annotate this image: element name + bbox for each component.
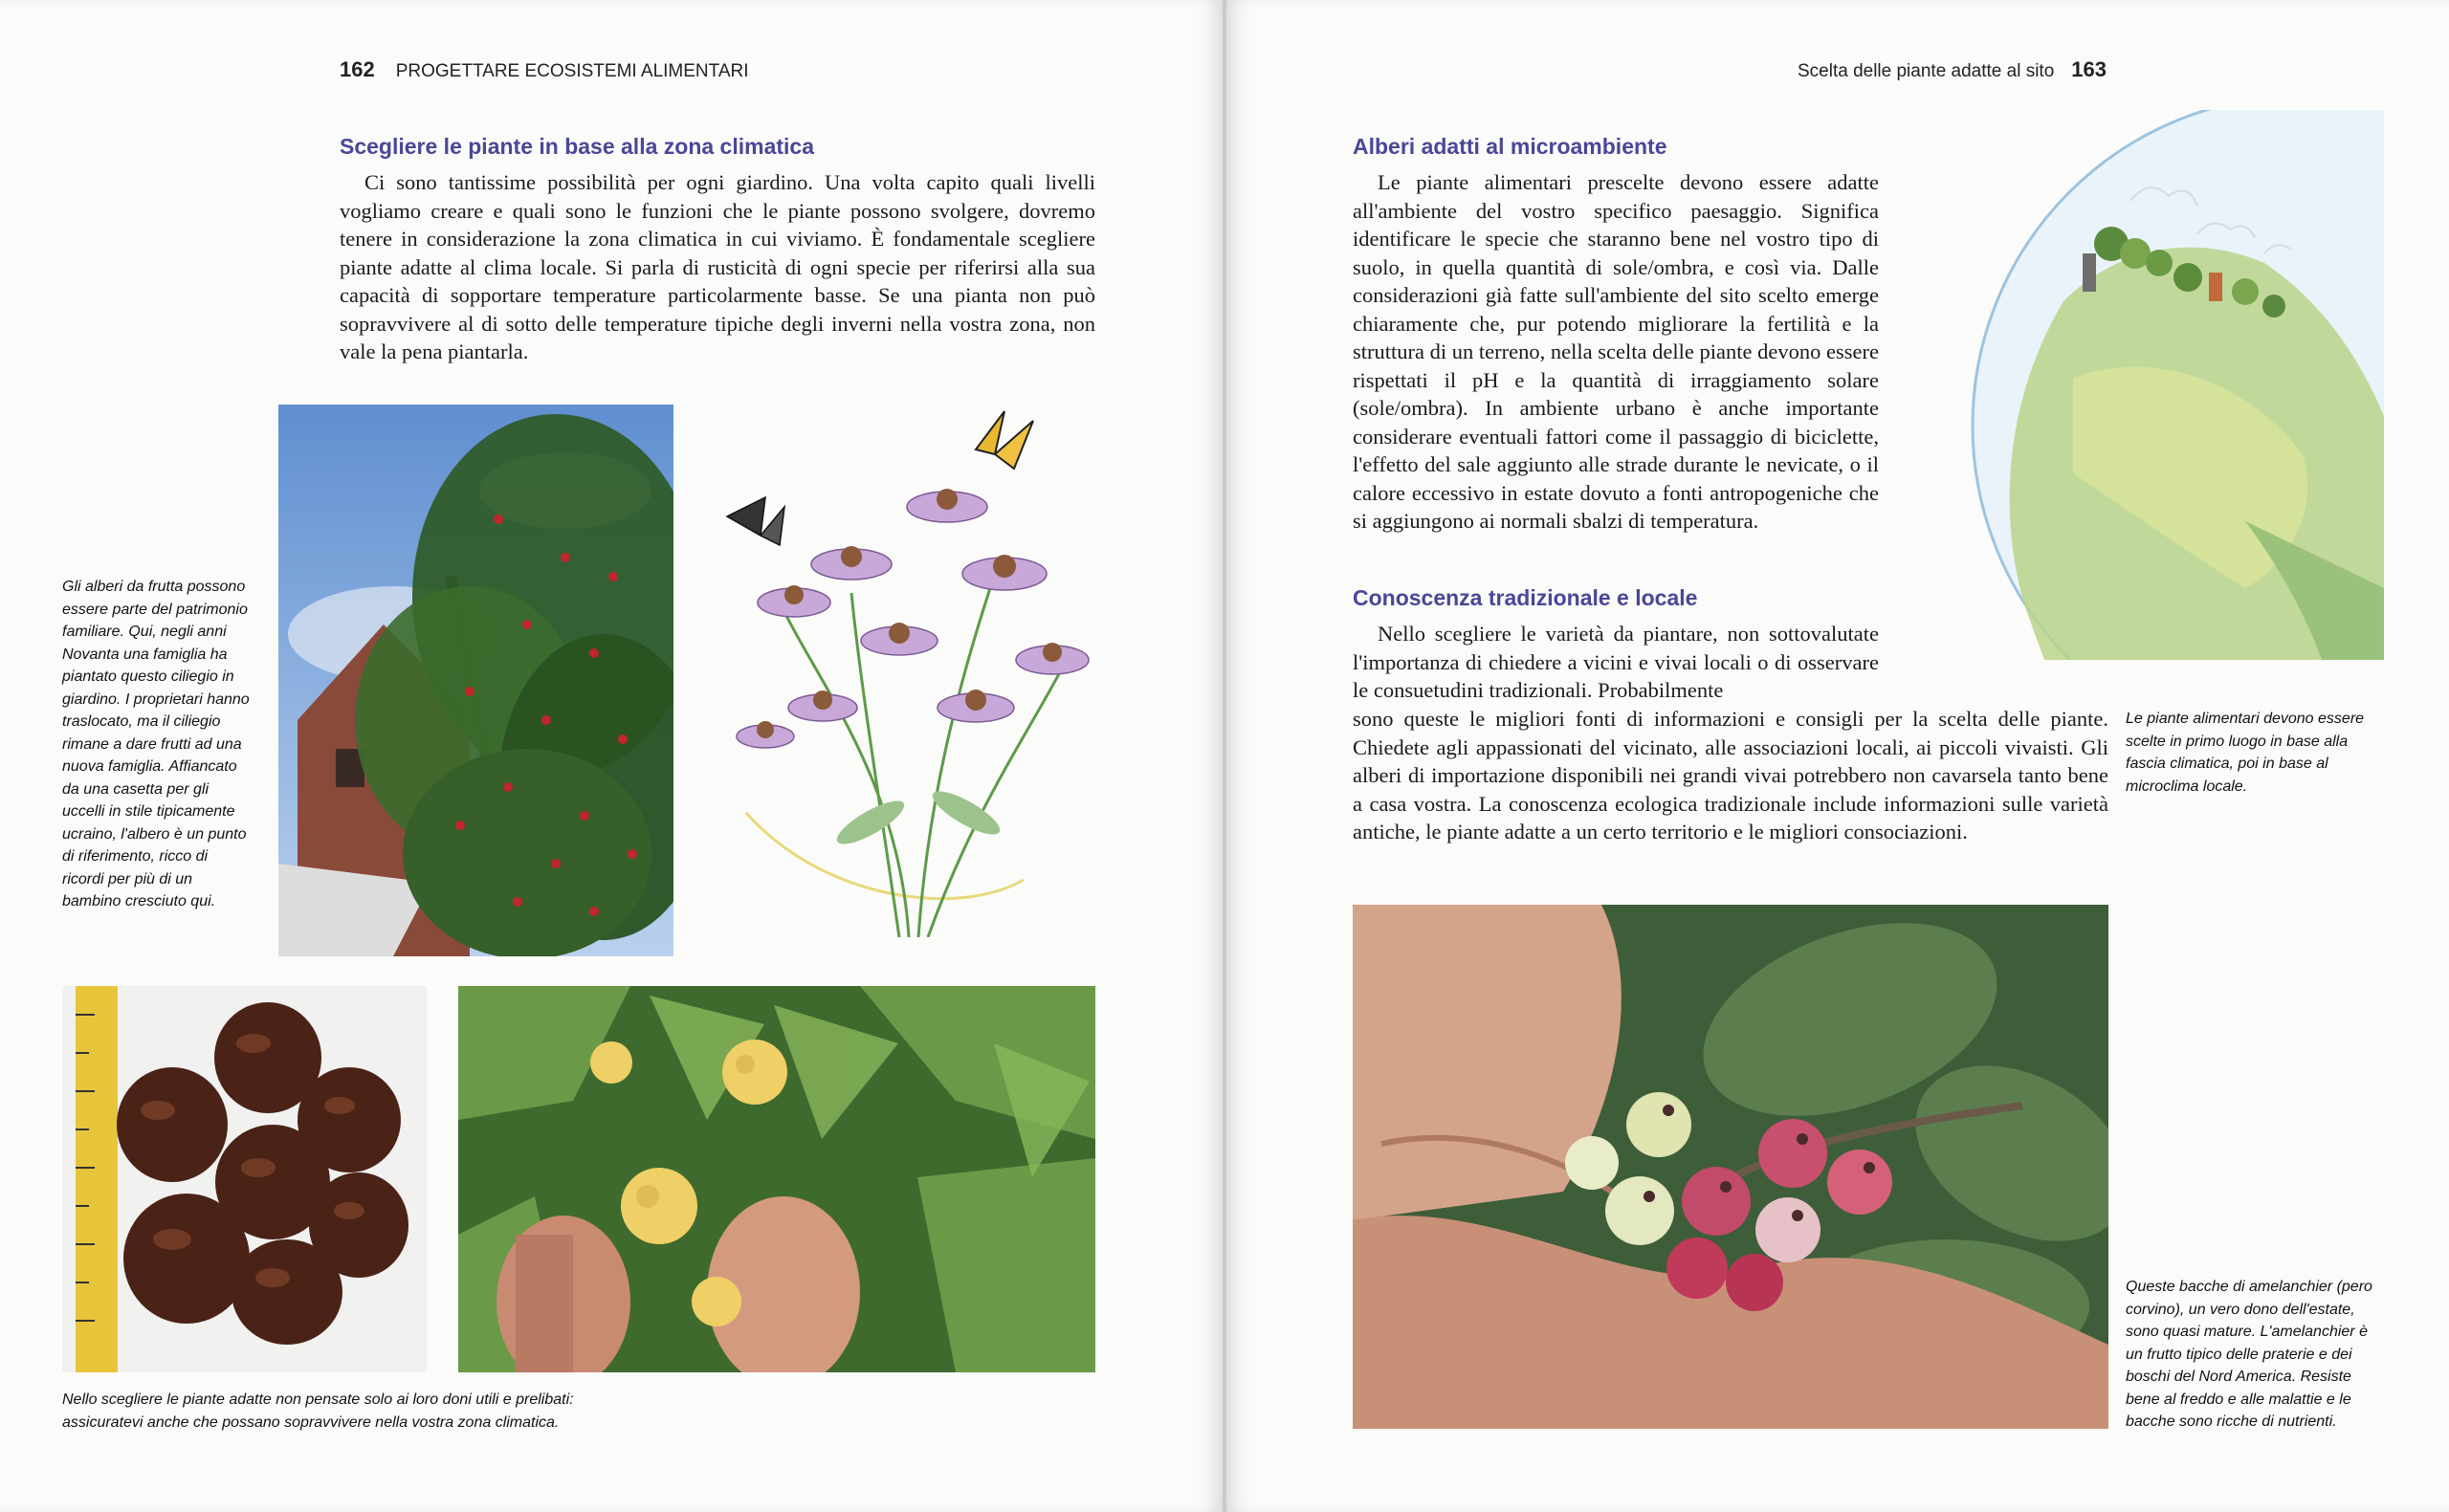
climate-paragraph: Ci sono tantissime possibilità per ogni giardino. Una volta capito quali livelli vogliamo creare e quali sono le funzioni che le piante possono svolgere, dovremo tenere in considerazione la zona climatica in cui viviamo. È fondamentale scegliere piante adatte al clima locale. Si parla di rusticità di ogni specie per riferirsi alla sua capacità di sopportare temperature particolarmente basse. Se una pianta non può sopravvivere al di sotto delle temperature tipiche degli inverni nella vostra zona, non vale la pena piantarla. [340,170,1095,363]
echinacea-illustration [708,402,1129,937]
serviceberries-image [1353,905,2108,1429]
raspberries-image [458,986,1095,1372]
flower-drawing [708,402,1129,937]
ruler-icon [76,986,118,1372]
cherry-tree-photo [278,405,673,956]
microenvironment-paragraph: Le piante alimentari prescelte devono essere adatte all'ambiente del vostro specifico paesaggio. Significa identificare le specie che staranno bene nel vostro tipo di suolo, in quella quantità di sole/ombra, e così via. Dalle considerazioni già fatte sull'ambiente del sito scelto emerge chiaramente che, pur potendo migliorare la fertilità e la struttura di un terreno, nella scelta delle piante devono essere rispettati il pH e la quantità di irraggiamento solare (sole/ombra). In ambiente urbano è anche importante considerare eventuali fattori come il passaggio di biciclette, l'effetto del sale aggiunto alle strade durante le nevicate, o il calore eccessivo in estate dovuto a fonti antropogeniche che si aggiungono ai normali sbalzi di temperatura. [1353,170,1879,533]
chestnuts-image [62,986,427,1372]
left-running-title: PROGETTARE ECOSISTEMI ALIMENTARI [395,61,749,81]
right-running-title: Scelta delle piante adatte al sito [1797,61,2055,81]
traditional-paragraph-continued: sono queste le migliori fonti di informazioni e consigli per la scelta delle piante. Chiedete agli appassionati del vicinato, alle associazioni locali, ai piccoli vivaisti. Gli alberi di importazione disponibili nei grandi vivai potrebbero non cavarsela tanto bene a casa vostra. La conoscenza ecologica tradizionale include informazioni sulle varietà antiche, le piante adatte a un certo territorio e le migliori consociazioni. [1353,707,2108,844]
butterfly-icon [976,411,1033,469]
microenvironment-body-text [1353,168,1879,536]
serviceberries-photo [1353,905,2108,1429]
section-heading-climate: Scegliere le piante in base alla zona climatica [340,134,814,159]
globe-drawing [1958,110,2384,660]
bottom-caption: Nello scegliere le piante adatte non pensate solo ai loro doni utili e prelibati: assicuratevi anche che possano sopravvivere nella vostra zona climatica. [62,1391,574,1431]
climate-body-text [340,168,1095,366]
traditional-paragraph-start: Nello scegliere le varietà da piantare, non sottovalutate l'importanza di chiedere a vicini e vivai locali o di osservare le consuetudini tradizionali. Probabilmente [1353,622,1879,702]
moth-icon [727,497,784,545]
raspberries-photo [458,986,1095,1372]
cherry-tree-caption: Gli alberi da frutta possono essere parte del patrimonio familiare. Qui, negli anni Novanta una famiglia ha piantato questo ciliegio in giardino. I proprietari hanno traslocato, ma il ciliegio rimane a dare frutti ad una nuova famiglia. Affiancato da una casetta per gli uccelli in stile tipicamente ucraino, l'albero è un punto di riferimento, ricco di ricordi per più di un bambino cresciuto qui. [62,579,250,909]
chestnuts-photo [62,986,427,1372]
globe-illustration [1958,110,2384,660]
left-running-head [340,57,749,82]
globe-caption: Le piante alimentari devono essere scelte in primo luogo in base alla fascia climatica, poi in base al microclima locale. [2126,711,2365,795]
right-running-head [1798,57,2107,82]
traditional-body-text-a [1353,620,1879,705]
serviceberries-caption: Queste bacche di amelanchier (pero corvino), un vero dono dell'estate, sono quasi mature. L'amelanchier è un frutto tipico delle praterie e dei boschi del Nord America. Resiste bene al freddo e alle malattie e le bacche sono ricche di nutrienti. [2126,1279,2372,1430]
left-page [0,0,1223,1512]
right-page-number: 163 [2071,57,2107,81]
traditional-body-text-b [1353,705,2108,846]
section-heading-traditional-knowledge: Conoscenza tradizionale e locale [1353,585,1698,610]
right-page [1226,0,2449,1512]
left-page-number: 162 [340,57,375,81]
cherry-tree-image [278,405,673,956]
section-heading-microenvironment: Alberi adatti al microambiente [1353,134,1667,159]
